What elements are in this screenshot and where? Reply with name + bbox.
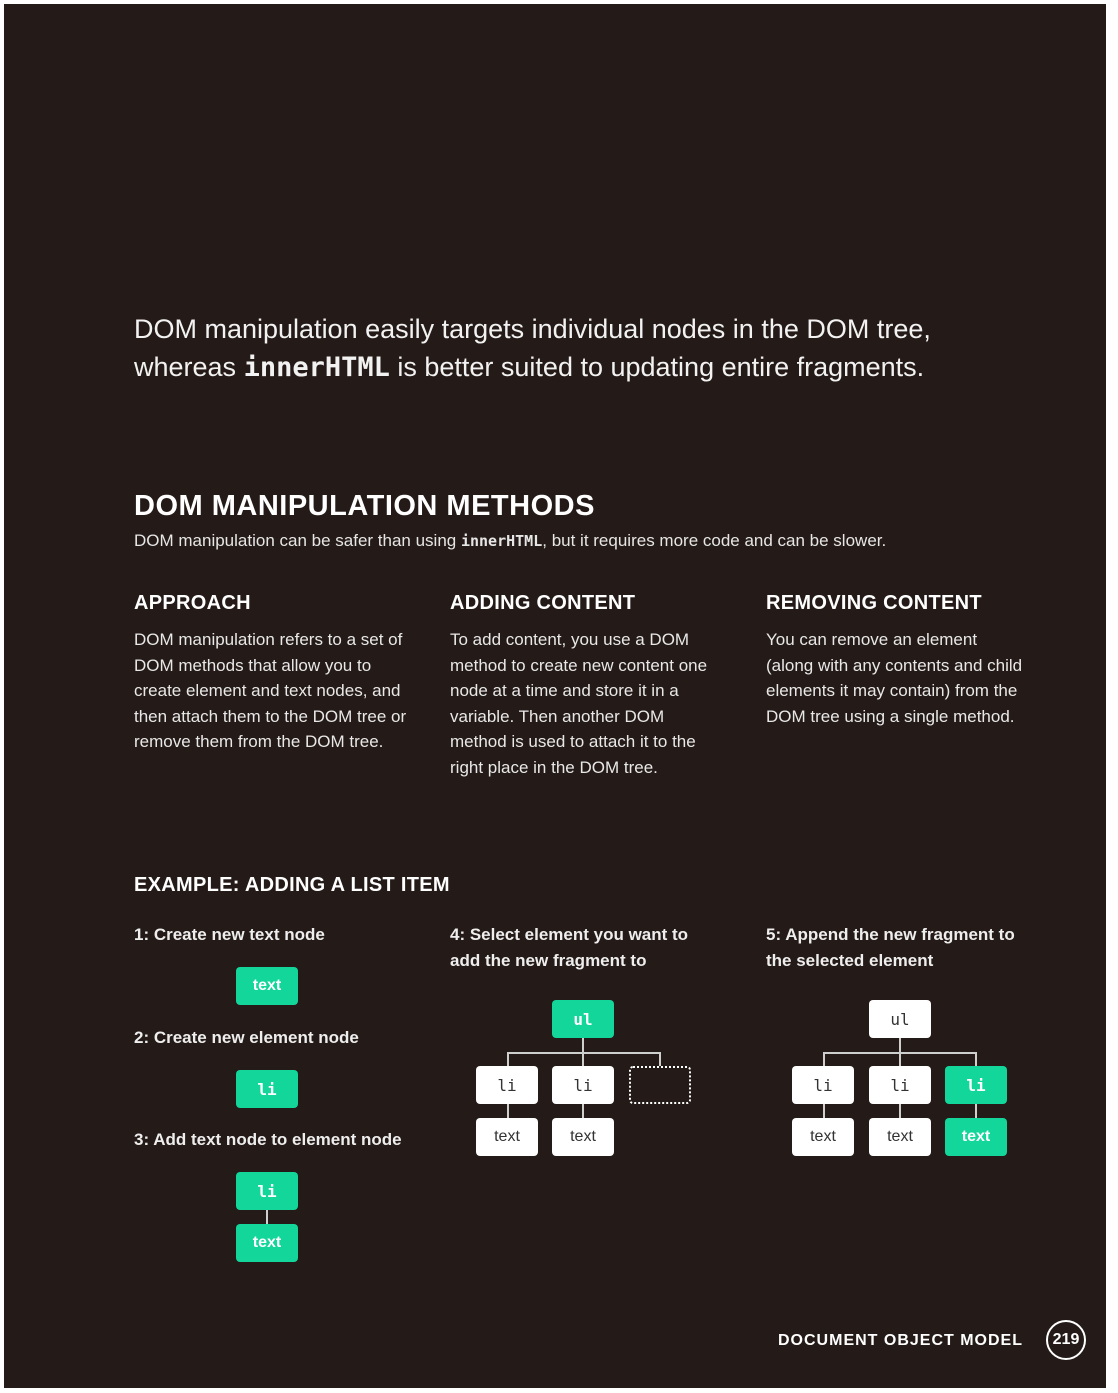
- intro-line-2: [134, 348, 1034, 387]
- connector-line: [507, 1052, 661, 1054]
- text-node: text: [476, 1118, 538, 1156]
- column-adding-content: [450, 592, 725, 781]
- text-node: text: [552, 1118, 614, 1156]
- connector-line: [975, 1052, 977, 1066]
- page-number: 219: [1046, 1320, 1086, 1360]
- li-node: li: [476, 1066, 538, 1104]
- connector-line: [582, 1104, 584, 1118]
- intro-line-2-prefix: whereas: [134, 352, 244, 382]
- placeholder-node: [629, 1066, 691, 1104]
- li-node: li: [236, 1070, 298, 1108]
- intro-statement: [134, 310, 1034, 387]
- connector-line: [507, 1052, 509, 1066]
- connector-line: [582, 1052, 584, 1066]
- connector-line: [823, 1104, 825, 1118]
- step-1-label: 1: Create new text node: [134, 925, 325, 944]
- intro-code: innerHTML: [243, 352, 390, 383]
- connector-line: [507, 1104, 509, 1118]
- intro-line-2-suffix: is better suited to updating entire fragments.: [389, 352, 925, 382]
- connector-line: [975, 1104, 977, 1118]
- chapter-title: DOCUMENT OBJECT MODEL: [778, 1332, 1023, 1349]
- connector-line: [899, 1052, 901, 1066]
- connector-line: [899, 1038, 901, 1052]
- column-body: DOM manipulation refers to a set of DOM methods that allow you to create element and text nodes, and then attach them to the DOM tree or remove them from the DOM tree.: [134, 630, 407, 752]
- intro-line-1: DOM manipulation easily targets individual nodes in the DOM tree,: [134, 314, 931, 344]
- section-lead: [134, 531, 1034, 551]
- ul-node: ul: [552, 1000, 614, 1038]
- column-removing-content: [766, 592, 1026, 729]
- new-text-node: text: [945, 1118, 1007, 1156]
- li-node: li: [236, 1172, 298, 1210]
- ul-node: ul: [869, 1000, 931, 1038]
- step-3-label: 3: Add text node to element node: [134, 1130, 402, 1149]
- lead-code: innerHTML: [460, 532, 543, 550]
- column-body: To add content, you use a DOM method to create new content one node at a time and store it in a variable. Then another DOM method is used to attach it to the right place in the DOM tree.: [450, 630, 708, 777]
- column-body: You can remove an element (along with any contents and child elements it may contain) from the DOM tree using a single method.: [766, 630, 1023, 726]
- example-title: EXAMPLE: ADDING A LIST ITEM: [134, 874, 450, 896]
- step-2-label: 2: Create new element node: [134, 1028, 359, 1047]
- section-heading: DOM MANIPULATION METHODS: [134, 490, 595, 522]
- text-node: text: [869, 1118, 931, 1156]
- column-title: REMOVING CONTENT: [766, 592, 982, 614]
- column-approach: [134, 592, 414, 755]
- column-title: ADDING CONTENT: [450, 592, 636, 614]
- li-node: li: [869, 1066, 931, 1104]
- column-title: APPROACH: [134, 592, 251, 614]
- connector-line: [659, 1052, 661, 1066]
- new-li-node: li: [945, 1066, 1007, 1104]
- connector-line: [823, 1052, 825, 1066]
- text-node: text: [792, 1118, 854, 1156]
- lead-suffix: , but it requires more code and can be slower.: [542, 531, 887, 550]
- connector-line: [266, 1210, 268, 1224]
- step-5-label: 5: Append the new fragment to the selected element: [766, 925, 1015, 970]
- text-node: text: [236, 1224, 298, 1262]
- lead-prefix: DOM manipulation can be safer than using: [134, 531, 461, 550]
- li-node: li: [552, 1066, 614, 1104]
- page: [4, 4, 1106, 1388]
- connector-line: [582, 1038, 584, 1052]
- li-node: li: [792, 1066, 854, 1104]
- connector-line: [899, 1104, 901, 1118]
- text-node: text: [236, 967, 298, 1005]
- step-4-label: 4: Select element you want to add the new fragment to: [450, 925, 689, 970]
